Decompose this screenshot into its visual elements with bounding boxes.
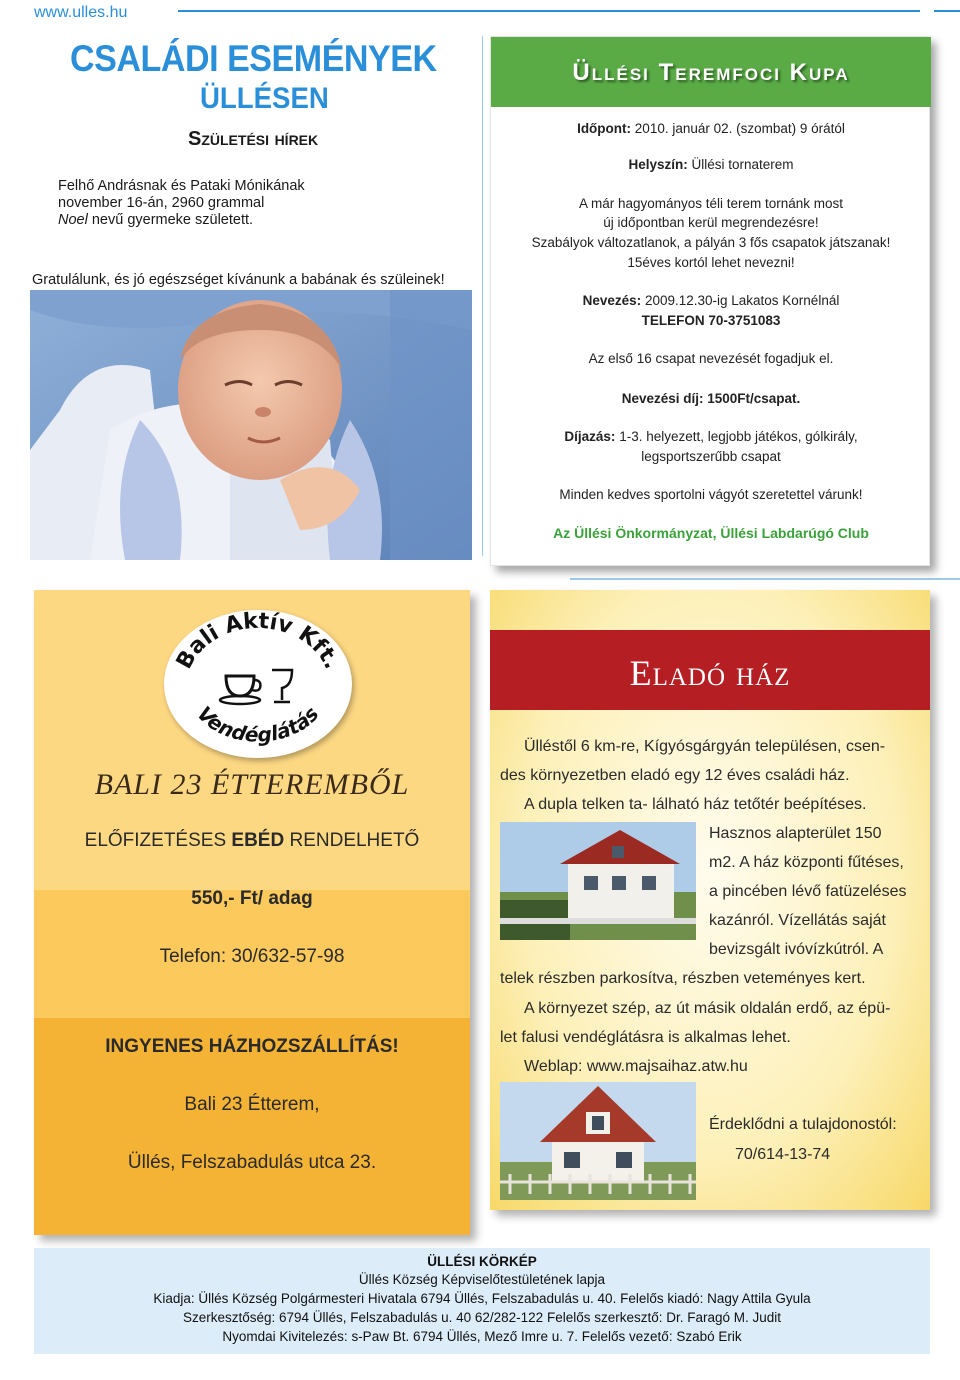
subscription-suffix: RENDELHETŐ <box>284 830 420 851</box>
house-p2-line6: bevizsgált ivóvízkútról. A <box>709 941 884 958</box>
house-p2-line4: a pincében lévő fatüzeléses <box>709 883 907 900</box>
cup-prize <box>491 429 931 444</box>
cup-desc-1: A már hagyományos téli terem tornánk most <box>578 196 844 211</box>
birth-announcement <box>58 178 318 229</box>
cup-welcome: Minden kedves sportolni vágyót szeretettel várunk! <box>559 487 863 502</box>
footer-line-4: Nyomdai Kivitelezés: s-Paw Bt. 6794 Üllés, Mező Imre u. 7. Felelős vezető: Szabó Erik <box>222 1329 742 1344</box>
top-divider <box>178 10 920 12</box>
logo-line-1: Bali Aktív Kft. <box>171 610 345 674</box>
cup-prize-label: Díjazás: <box>564 429 616 444</box>
restaurant-heading: BALI 23 ÉTTEREMBŐL <box>94 768 410 801</box>
site-url-link[interactable]: www.ulles.hu <box>34 4 128 21</box>
house-p1-line2: des környezetben eladó egy 12 éves családi ház. <box>500 767 850 784</box>
house-contact: Érdeklődni a tulajdonostól: <box>709 1116 897 1133</box>
subscription-prefix: ELŐFIZETÉSES <box>84 830 232 851</box>
football-cup-box <box>490 36 930 566</box>
cup-fee: Nevezési díj: 1500Ft/csapat. <box>621 391 801 406</box>
cup-entry-label: Nevezés: <box>582 293 642 308</box>
logo-line-2: Vendéglátás <box>192 701 324 747</box>
restaurant-address: Üllés, Felszabadulás utca 23. <box>127 1152 377 1173</box>
middle-divider <box>570 578 960 580</box>
birth-line-2: november 16-án, 2960 grammal <box>58 195 265 211</box>
cup-desc-2: új időpontban kerül megrendezésre! <box>603 215 819 230</box>
top-divider-end <box>934 10 960 12</box>
house-photo-1 <box>500 822 696 940</box>
baby-name: Noel <box>58 212 88 228</box>
restaurant-name: Bali 23 Étterem, <box>184 1094 320 1115</box>
vertical-divider <box>482 36 483 556</box>
cup-desc-3: Szabályok változatlanok, a pályán 3 fős csapatok játszanak! <box>531 235 891 250</box>
house-p3-line1: A környezet szép, az út másik oldalán erdő, az épü- <box>524 1000 891 1017</box>
house-p2-line3: m2. A ház központi fűtéses, <box>709 854 904 871</box>
cup-entry <box>491 293 931 308</box>
cup-phone: TELEFON 70-3751083 <box>641 313 781 328</box>
congratulations-text: Gratulálunk, és jó egészséget kívánunk a babának és szüleinek! <box>32 272 445 288</box>
cup-place <box>491 157 931 172</box>
footer-title: ÜLLÉSI KÖRKÉP <box>427 1254 537 1269</box>
cup-prize-value: 1-3. helyezett, legjobb játékos, gólkirály, <box>615 429 858 444</box>
family-events-title: CSALÁDI ESEMÉNYEK <box>70 38 437 79</box>
baby-photo <box>30 290 472 560</box>
house-p2-line7: telek részben parkosítva, részben veteményes kert. <box>500 970 866 987</box>
cup-prize-2: legsportszerűbb csapat <box>641 449 781 464</box>
cup-and-glass-icon <box>220 670 292 704</box>
restaurant-price: 550,- Ft/ adag <box>191 888 313 909</box>
cup-teams: Az első 16 csapat nevezését fogadjuk el. <box>588 351 834 366</box>
restaurant-delivery: INGYENES HÁZHOZSZÁLLÍTÁS! <box>105 1036 399 1057</box>
house-web-link[interactable]: Weblap: www.majsaihaz.atw.hu <box>524 1058 748 1075</box>
house-title: Eladó ház <box>629 653 791 693</box>
bali-logo <box>164 610 352 758</box>
birth-line-3-rest: nevű gyermeke született. <box>87 212 254 228</box>
subscription-bold: EBÉD <box>231 830 285 851</box>
cup-entry-value: 2009.12.30-ig Lakatos Kornélnál <box>641 293 840 308</box>
births-heading: Születési hírek <box>188 128 319 150</box>
family-events-subtitle: ÜLLÉSEN <box>200 82 329 115</box>
house-p2-line1: A dupla telken ta- lálható ház tetőtér beépítéses. <box>524 796 867 813</box>
house-p1-line1: Ülléstől 6 km-re, Kígyósgárgyán településen, csen- <box>524 738 886 755</box>
birth-line-3 <box>58 212 318 229</box>
footer-box <box>34 1248 930 1354</box>
footer-line-3: Szerkesztőség: 6794 Üllés, Felszabadulás u. 40 62/282-122 Felelős szerkesztő: Dr. Faragó M. Judit <box>182 1310 782 1325</box>
restaurant-subscription <box>34 830 470 852</box>
cup-time-label: Időpont: <box>577 121 632 136</box>
cup-time <box>491 121 931 136</box>
footer-line-1: Üllés Község Képviselőtestületének lapja <box>358 1272 606 1287</box>
footer-line-2: Kiadja: Üllés Község Polgármesteri Hivatala 6794 Üllés, Felszabadulás u. 40. Felelős kiadó: Nagy Attila Gyula <box>153 1291 811 1306</box>
restaurant-phone: Telefon: 30/632-57-98 <box>159 946 345 967</box>
cup-place-value: Üllési tornaterem <box>687 157 794 172</box>
cup-desc-4: 15éves kortól lehet nevezni! <box>627 255 795 270</box>
cup-title: Üllési Teremfoci Kupa <box>572 59 850 86</box>
house-contact-phone: 70/614-13-74 <box>735 1146 831 1163</box>
cup-place-label: Helyszín: <box>628 157 688 172</box>
house-photo-2 <box>500 1082 696 1200</box>
restaurant-ad <box>34 590 470 1235</box>
birth-line-1: Felhő Andrásnak és Pataki Mónikának <box>58 178 305 194</box>
house-p2-line2: Hasznos alapterület 150 <box>709 825 882 842</box>
cup-time-value: 2010. január 02. (szombat) 9 órától <box>631 121 845 136</box>
cup-organizer: Az Üllési Önkormányzat, Üllési Labdarúgó Club <box>553 525 869 541</box>
house-sale-ad <box>490 590 930 1210</box>
house-p3-line2: let falusi vendéglátásra is alkalmas lehet. <box>500 1029 791 1046</box>
house-p2-line5: kazánról. Vízellátás saját <box>709 912 886 929</box>
